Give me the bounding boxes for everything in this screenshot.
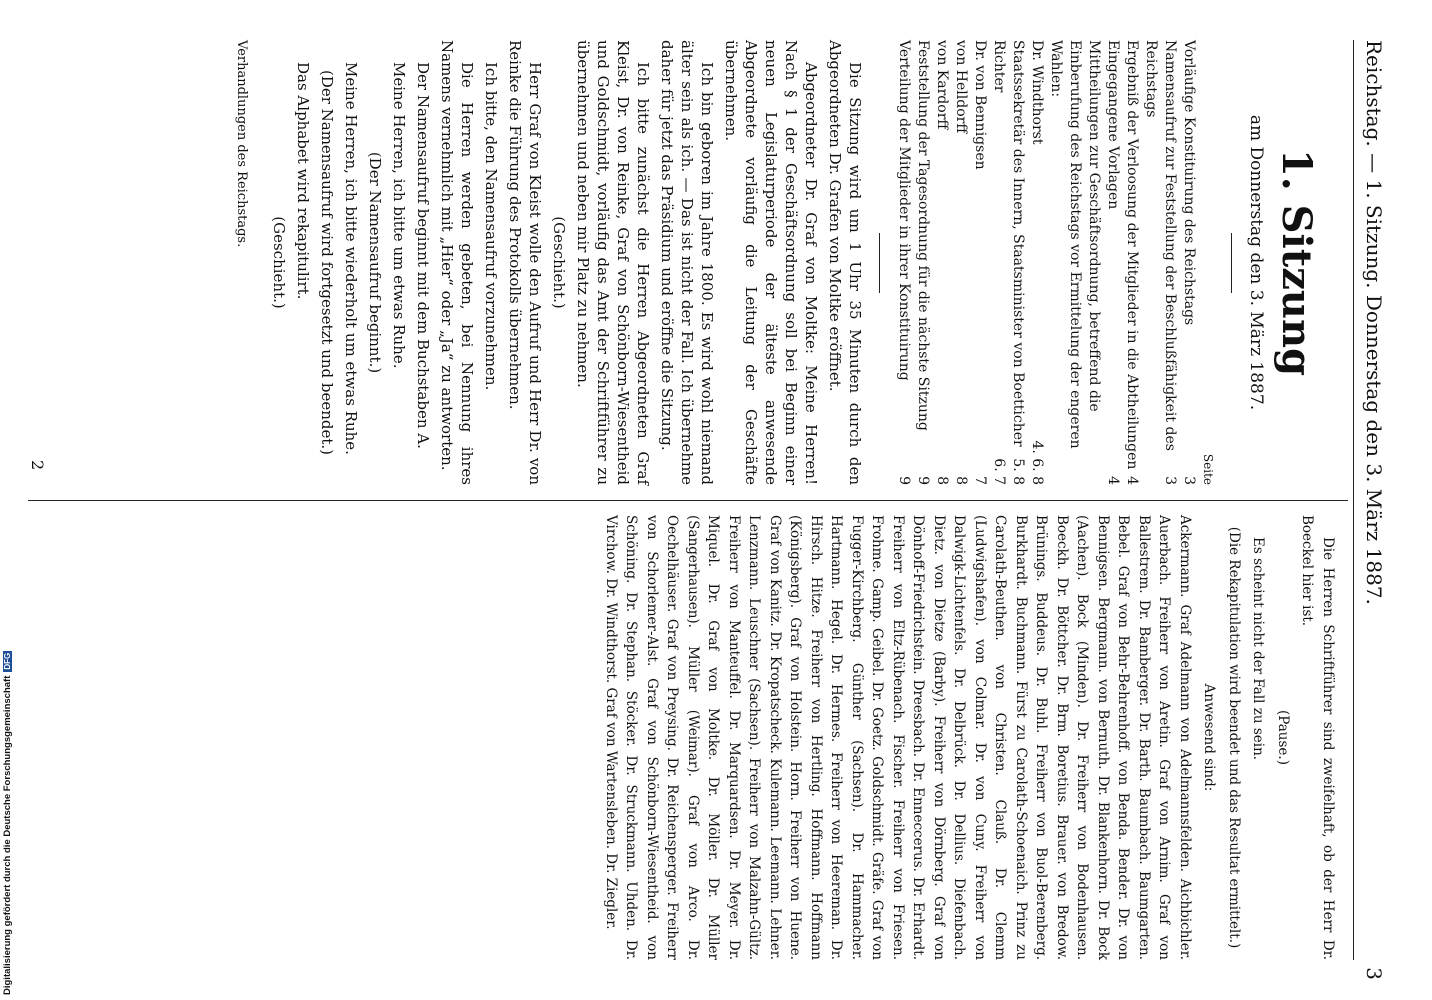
toc-row (1179, 40, 1198, 485)
toc-entry-page: 4 (1105, 476, 1121, 485)
left-body-text (269, 40, 865, 485)
toc-row (1103, 40, 1122, 485)
stage-direction: (Geschieht.) (550, 216, 568, 309)
digitization-credit (2, 590, 16, 995)
toc-entry-page: 9 (896, 476, 912, 485)
toc-row (1027, 40, 1046, 485)
toc-row (1008, 40, 1027, 485)
stage-direction: (Geschieht.) (270, 216, 288, 309)
toc-row (1141, 40, 1179, 485)
credit-text: Digitalisierung gefördert durch die Deutsche Forschungsgemeinschaft (2, 675, 13, 995)
toc-row (951, 40, 970, 485)
session-title: 1. Sitzung (1273, 148, 1320, 377)
toc-entry-text: von Kardorff (934, 40, 950, 130)
paragraph: Die Herren werden gebeten, bei Nennung ihres Namens vernehmlich mit „Hier“ oder „Ja“ zu antworten. (438, 40, 476, 485)
paragraph: Es scheint nicht der Fall zu sein. (1250, 537, 1267, 761)
toc-entry-text: Dr. von Bennigsen (972, 40, 988, 170)
toc-row (913, 40, 932, 485)
header-left-text: Reichstag. — 1. Sitzung. Donnerstag den 3. März 1887. (1362, 40, 1386, 605)
left-column (231, 40, 1342, 485)
toc-entry-page: 3 (1181, 476, 1197, 485)
dfg-logo: DFG (3, 652, 12, 670)
stage-direction: (Pause.) (1275, 710, 1291, 765)
paragraph: Ich bitte, den Namensaufruf vorzunehmen. (482, 62, 500, 391)
paragraph: Herr Graf von Kleist wolle den Aufruf und Herr Dr. von Reinke die Führung des Protokolls übernehmen. (506, 40, 544, 485)
paragraph: Meine Herren, ich bitte wiederholt um etwas Ruhe. (342, 62, 360, 455)
toc-row (1122, 40, 1141, 485)
session-subtitle: am Donnerstag den 3. März 1887. (1246, 114, 1266, 411)
toc-rows (894, 40, 1198, 485)
toc-row (989, 40, 1008, 485)
table-of-contents (894, 40, 1217, 485)
right-column (601, 515, 1343, 960)
right-body-text (601, 515, 1339, 960)
header-page-number: 3 (1362, 967, 1386, 980)
toc-entry-text: Vorläufige Konstituirung des Reichstags (1181, 40, 1197, 326)
toc-entry-page: 3 (1162, 476, 1178, 485)
toc-row (894, 40, 913, 485)
stage-direction: (Der Namensaufruf beginnt.) (366, 151, 384, 374)
toc-rule (879, 233, 880, 293)
toc-entry-page: 8 (934, 476, 950, 485)
stage-direction: (Der Namensaufruf wird fortgesetzt und beendet.) (318, 69, 336, 456)
toc-row (1046, 40, 1103, 485)
paragraph: Das Alphabet wird rekapitulirt. (294, 62, 312, 300)
toc-entry-text: Mittheilungen zur Geschäftsordnung, betreffend die Einberufung des Reichstags vor Ermittelung der engeren Wahlen: (1048, 40, 1102, 449)
toc-seite-label: Seite (1201, 453, 1215, 485)
paragraph: Meine Herren, ich bitte um etwas Ruhe. (390, 62, 408, 369)
toc-entry-page: 5. 8 (1010, 458, 1026, 485)
toc-entry-text: Namensaufruf zur Feststellung der Beschlußfähigkeit des Reichstags (1143, 40, 1178, 451)
toc-entry-page: 4. 6. 8 (1029, 440, 1045, 485)
toc-entry-page: 6. 7 (991, 458, 1007, 485)
toc-row (932, 40, 951, 485)
stage-direction: (Die Rekapitulation wird beendet und das Resultat ermittelt.) (1226, 526, 1242, 949)
title-rule (1231, 233, 1232, 293)
toc-entry-text: Staatssekretär des Innern, Staatsminister von Boetticher (1010, 40, 1026, 447)
toc-entry-text: Verteilung der Mitglieder in ihrer Konstituirung (896, 40, 912, 381)
stage-direction: Anwesend sind: (1201, 683, 1218, 792)
column-divider (28, 500, 1348, 501)
paragraph: Die Herren Schriftführer sind zweifelhaft, ob der Herr Dr. Boeckel hier ist. (1299, 515, 1336, 960)
bottom-page-number: 2 (28, 460, 47, 471)
toc-entry-text: Richter (991, 40, 1007, 93)
toc-entry-page: 7 (972, 476, 988, 485)
paragraph: Die Sitzung wird um 1 Uhr 35 Minuten durch den Abgeordneten Dr. Grafen von Moltke eröffnet. (826, 40, 864, 485)
toc-entry-text: Dr. Windthorst (1029, 40, 1045, 145)
running-header (1346, 40, 1386, 980)
toc-entry-text: Feststellung der Tagesordnung für die nächste Sitzung (915, 40, 931, 431)
toc-entry-page: 8 (953, 476, 969, 485)
toc-entry-text: Ergebniß der Verloosung der Mitglieder in die Abtheilungen (1124, 40, 1140, 470)
toc-entry-page: 4 (1124, 476, 1140, 485)
paragraph: Ich bin geboren im Jahre 1800. Es wird wohl niemand älter sein als ich. — Das ist nicht der Fall. Ich übernehme daher für jetzt das Präsidium und eröffne die Sitzung. (658, 40, 716, 485)
page-footer: Verhandlungen des Reichstags. (234, 40, 249, 248)
toc-entry-text: Eingegangene Vorlagen (1105, 40, 1121, 210)
paragraph: Der Namensaufruf beginnt mit dem Buchstaben A. (414, 62, 432, 449)
paragraph: Abgeordneter Dr. Graf von Moltke: Meine Herren! Nach § 1 der Geschäftsordnung soll bei Beginn einer neuen Legislaturperiode der älteste anwesende Abgeordnete vorläufig die Leitung der Geschäfte übernehmen. (722, 40, 820, 485)
paragraph: Ich bitte zunächst die Herren Abgeordneten Graf Kleist, Dr. von Reinke, Graf von Schönborn-Wiesentheid und Goldschmidt, vorläufig das Amt der Schriftführer zu übernehmen und neben mir Platz zu nehmen. (574, 40, 652, 485)
attendee-list: Ackermann. Graf Adelmann von Adelmannsfelden. Aichbichler. Auerbach. Freiherr von Aretin. Graf von Arnim. Graf von Ballestrem. Dr. Bamberger. Dr. Barth. Baumbach. Baumgarten. Bebel. Graf von Behr-Behrenhoff. von Benda. Bender. Dr. von Bennigsen. Bergmann. von Bernuth. Dr. Blankenhorn. Dr. Bock (Aachen). Bock (Minden). Dr. Freiherr von Bodenhausen. Boeckh. Dr. Böttcher. Dr. Brm. Boretius. Brauer. von Bredow. Brünings. Buddeus. Dr. Buhl. Freiherr von Buol-Berenberg. Burkhardt. Buchmann. Fürst zu Carolath-Schoenaich. Prinz zu Carolath-Beuthen. von Christen. Clauß. Dr. Clemm (Ludwigshafen). von Colmar. Dr. von Cuny. Freiherr von Dalwigk-Lichtenfels. Dr. Delbrück. Dr. Dellius. Diefenbach. Dietz. von Dietze (Barby). Freiherr von Dörnberg. Graf von Dönhoff-Friedrichstein. Dreesbach. Dr. Enneccerus. Dr. Erhardt. Freiherr von Eltz-Rübenach. Fischer. Freiherr von Friesen. Frohme. Gamp. Geibel. Dr. Goetz. Goldschmidt. Gräfe. Graf von Fugger-Kirchberg. Günther (Sachsen). Dr. Hammacher. Hartmann. Hegel. Dr. Hermes. Freiherr von Heereman. Dr. Hirsch. Hitze. Freiherr von Hertling. Hoffmann. Hoffmann (Königsberg). Graf von Holstein. Horn. Freiherr von Huene. Graf von Kanitz. Dr. Kropatscheck. Kulemann. Leemann. Lehner. Lenzmann. Leuschner (Sachsen). Freiherr von Malzahn-Gültz. Freiherr von Manteuffel. Dr. Marquardsen. Dr. Meyer. Dr. Miquel. Dr. Graf von Moltke. Dr. Möller. Dr. Müller (Sangerhausen). Müller (Weimar). Graf von Arco. Dr. Oechelhäuser. Graf von Preysing. Dr. Reichensperger. Freiherr von Schorlemer-Alst. Graf von Schönborn-Wiesentheid. von Schöning. Dr. Stephan. Stöcker. Dr. Struckmann. Uhden. Dr. Virchow. Dr. Windthorst. Graf von Wartensleben. Dr. Ziegler. (603, 515, 1193, 960)
toc-row (970, 40, 989, 485)
toc-entry-page: 9 (915, 476, 931, 485)
header-rule (1353, 40, 1354, 960)
digitization-credit-text (2, 590, 13, 995)
toc-entry-text: von Helldorff (953, 40, 969, 134)
